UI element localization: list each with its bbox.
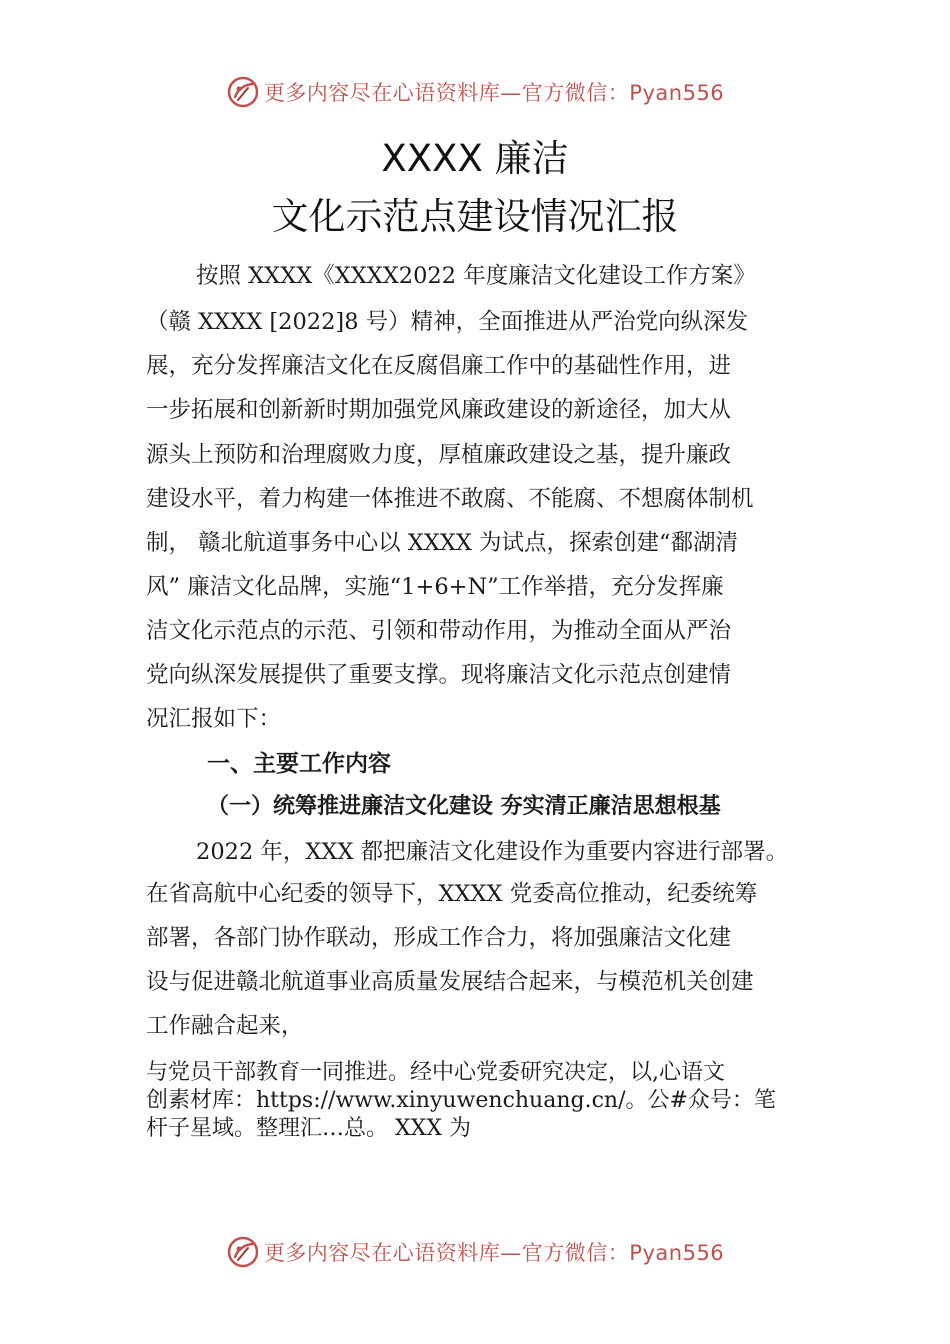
- intro-line: 源头上预防和治理腐败力度，厚植廉政建设之基，提升廉政: [146, 442, 732, 468]
- intro-line: 展，充分发挥廉洁文化在反腐倡廉工作中的基础性作用，进: [146, 353, 732, 379]
- intro-line: （赣 XXXX [2022]8 号）精神，全面推进从严治党向纵深发: [146, 309, 749, 335]
- tail-line: 与党员干部教育一同推进。经中心党委研究决定，以,心语文: [146, 1060, 725, 1085]
- section-line: 部署，各部门协作联动，形成工作合力，将加强廉洁文化建: [146, 925, 732, 951]
- intro-line: 一步拓展和创新新时期加强党风廉政建设的新途径，加大从: [146, 397, 732, 423]
- section-line: 工作融合起来，: [146, 1013, 304, 1039]
- watermark-text: 更多内容尽在心语资料库—官方微信：Pyan556: [263, 81, 725, 105]
- watermark-header: [0, 72, 950, 112]
- section-heading-sub: （一）统筹推进廉洁文化建设 夯实清正廉洁思想根基: [207, 793, 721, 819]
- document-title-line-1: XXXX 廉洁: [381, 137, 569, 180]
- intro-line: 建设水平，着力构建一体推进不敢腐、不能腐、不想腐体制机: [146, 486, 754, 512]
- intro-line: 按照 XXXX《XXXX2022 年度廉洁文化建设工作方案》: [196, 263, 756, 289]
- intro-line: 洁文化示范点的示范、引领和带动作用，为推动全面从严治: [146, 618, 732, 644]
- section-line: 设与促进赣北航道事业高质量发展结合起来，与模范机关创建: [146, 969, 754, 995]
- section-line: 在省高航中心纪委的领导下，XXXX 党委高位推动，纪委统筹: [146, 881, 758, 907]
- tail-line: 杆子星域。整理汇…总。 XXX 为: [146, 1116, 471, 1141]
- intro-line: 党向纵深发展提供了重要支撑。现将廉洁文化示范点创建情: [146, 662, 732, 688]
- watermark-footer: [0, 1232, 950, 1272]
- section-line: 2022 年，XXX 都把廉洁文化建设作为重要内容进行部署。: [196, 839, 789, 865]
- document-title-line-2: 文化示范点建设情况汇报: [271, 195, 679, 238]
- intro-line: 风” 廉洁文化品牌，实施“1+6+N”工作举措，充分发挥廉: [146, 574, 724, 600]
- intro-line: 况汇报如下：: [146, 706, 282, 732]
- watermark-logo-icon: [226, 1235, 260, 1269]
- section-heading-main: 一、主要工作内容: [207, 751, 391, 777]
- watermark-text: 更多内容尽在心语资料库—官方微信：Pyan556: [263, 1241, 725, 1265]
- watermark-logo-icon: [226, 75, 260, 109]
- intro-line: 制， 赣北航道事务中心以 XXXX 为试点，探索创建“鄱湖清: [146, 530, 739, 556]
- tail-line: 创素材库：https://www.xinyuwenchuang.cn/。公#众号：笔: [146, 1088, 776, 1113]
